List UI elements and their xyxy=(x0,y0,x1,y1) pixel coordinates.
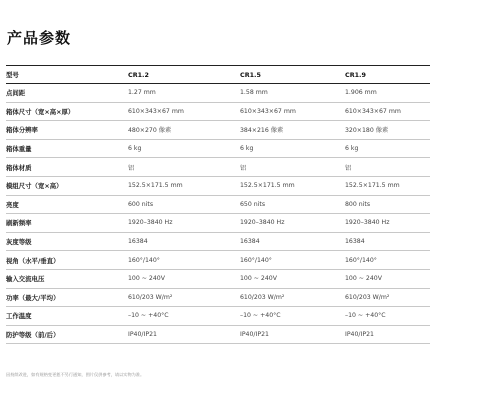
row-label: 箱体分辨率 xyxy=(6,126,38,135)
header-cell: CR1.9 xyxy=(345,70,366,79)
cell-value: 152.5×171.5 mm xyxy=(345,182,400,190)
cell-value: 320×180 像素 xyxy=(345,127,389,135)
cell-value: 650 nits xyxy=(240,200,266,208)
cell-value: 6 kg xyxy=(345,145,359,153)
cell-value: 16384 xyxy=(240,238,260,246)
cell-value: 6 kg xyxy=(128,145,142,153)
cell-value: 铝 xyxy=(345,164,352,172)
cell-value: 610×343×67 mm xyxy=(240,107,296,115)
cell-value: 100 ~ 240V xyxy=(345,275,382,283)
cell-value: 100 ~ 240V xyxy=(240,275,277,283)
cell-value: 16384 xyxy=(345,238,365,246)
table-row xyxy=(6,232,430,251)
cell-value: 610/203 W/m² xyxy=(128,293,173,301)
row-label: 工作温度 xyxy=(6,312,32,321)
spec-table xyxy=(6,65,430,344)
table-row xyxy=(6,269,430,288)
cell-value: 610/203 W/m² xyxy=(345,293,390,301)
cell-value: IP40/IP21 xyxy=(345,331,374,339)
table-row xyxy=(6,214,430,233)
row-label: 刷新频率 xyxy=(6,219,32,228)
cell-value: 384×216 像素 xyxy=(240,127,284,135)
cell-value: IP40/IP21 xyxy=(240,331,269,339)
cell-value: 铝 xyxy=(128,164,135,172)
table-row xyxy=(6,195,430,214)
cell-value: –10 ~ +40°C xyxy=(345,312,386,320)
cell-value: 1920–3840 Hz xyxy=(240,219,285,227)
cell-value: 100 ~ 240V xyxy=(128,275,165,283)
cell-value: 1.906 mm xyxy=(345,89,377,97)
cell-value: 6 kg xyxy=(240,145,254,153)
cell-value: 160°/140° xyxy=(345,256,377,264)
header-cell: CR1.2 xyxy=(128,70,149,79)
header-cell: CR1.5 xyxy=(240,70,261,79)
row-label: 灰度等级 xyxy=(6,238,32,247)
cell-value: IP40/IP21 xyxy=(128,331,157,339)
cell-value: 800 nits xyxy=(345,200,371,208)
cell-value: 1.27 mm xyxy=(128,89,156,97)
cell-value: 152.5×171.5 mm xyxy=(240,182,295,190)
table-header-row xyxy=(6,66,430,84)
table-row xyxy=(6,84,430,103)
row-label: 箱体材质 xyxy=(6,163,32,172)
table-row xyxy=(6,288,430,307)
row-label: 模组尺寸（宽×高） xyxy=(6,182,63,191)
header-cell: 型号 xyxy=(6,71,19,79)
table-row xyxy=(6,325,430,344)
row-label: 点间距 xyxy=(6,89,26,98)
row-label: 亮度 xyxy=(6,200,19,209)
table-row xyxy=(6,102,430,121)
table-row xyxy=(6,251,430,270)
row-label: 功率（最大/平均） xyxy=(6,293,60,302)
cell-value: 16384 xyxy=(128,238,148,246)
table-row xyxy=(6,121,430,140)
table-row xyxy=(6,307,430,326)
cell-value: 铝 xyxy=(240,164,247,172)
cell-value: 610×343×67 mm xyxy=(128,107,184,115)
table-row xyxy=(6,139,430,158)
cell-value: 610×343×67 mm xyxy=(345,107,401,115)
cell-value: –10 ~ +40°C xyxy=(128,312,169,320)
page-title: 产品参数 xyxy=(7,29,72,47)
row-label: 箱体尺寸（宽×高×厚） xyxy=(6,107,75,116)
row-label: 输入交流电压 xyxy=(6,275,45,284)
row-label: 箱体重量 xyxy=(6,145,32,154)
cell-value: 152.5×171.5 mm xyxy=(128,182,183,190)
cell-value: 1920–3840 Hz xyxy=(128,219,173,227)
cell-value: 610/203 W/m² xyxy=(240,293,285,301)
cell-value: 1.58 mm xyxy=(240,89,268,97)
footnote: 因持续改进，如有规格变更恕不另行通知，图片仅供参考，请以实物为准。 xyxy=(6,372,145,377)
table-row xyxy=(6,176,430,195)
row-label: 防护等级（前/后） xyxy=(6,331,60,340)
cell-value: 600 nits xyxy=(128,200,154,208)
cell-value: 160°/140° xyxy=(128,256,160,264)
cell-value: –10 ~ +40°C xyxy=(240,312,281,320)
cell-value: 480×270 像素 xyxy=(128,127,172,135)
cell-value: 1920–3840 Hz xyxy=(345,219,390,227)
row-label: 视角（水平/垂直） xyxy=(6,256,60,265)
cell-value: 160°/140° xyxy=(240,256,272,264)
table-row xyxy=(6,158,430,177)
